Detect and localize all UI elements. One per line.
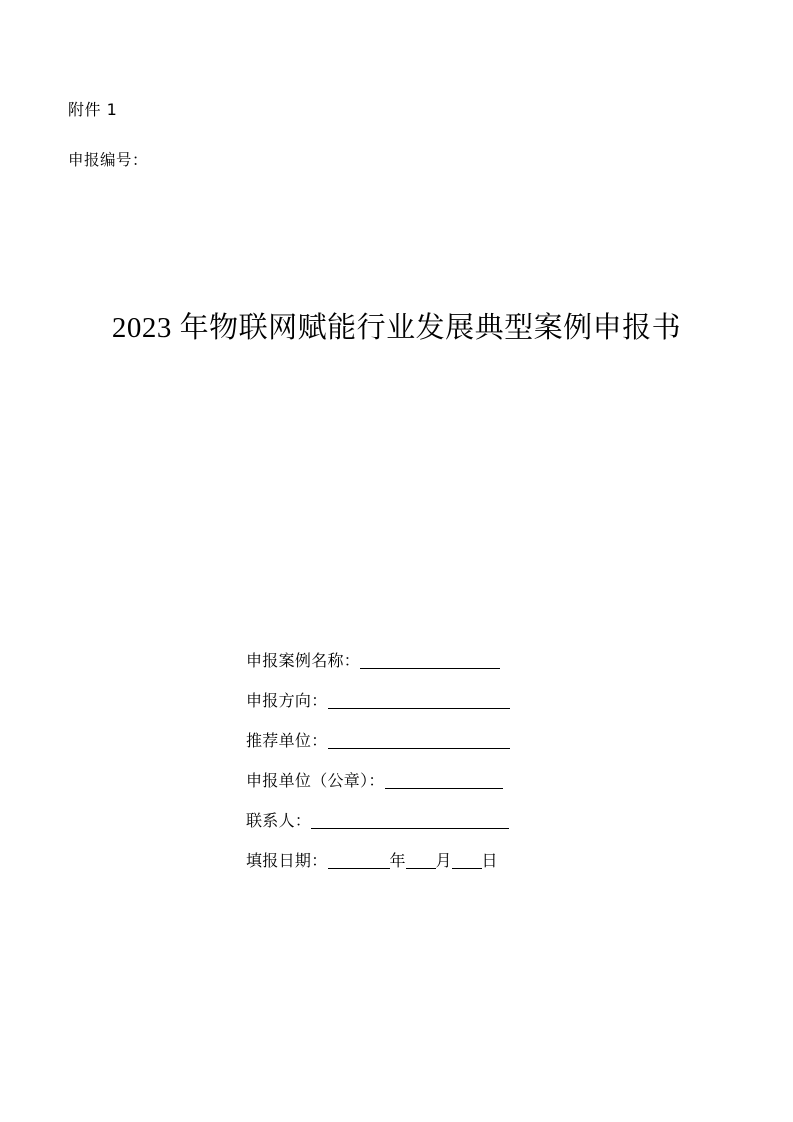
application-serial-label: 申报编号： — [68, 151, 149, 169]
field-recommending-unit-input[interactable] — [328, 732, 510, 749]
document-header — [68, 98, 148, 172]
field-recommending-unit — [246, 730, 666, 752]
field-direction — [246, 690, 666, 712]
field-fill-date-month-unit: 月 — [435, 851, 452, 870]
field-applicant-unit-label: 申报单位（公章）： — [246, 771, 385, 790]
field-direction-input[interactable] — [328, 692, 510, 709]
field-fill-date-day-unit: 日 — [481, 851, 498, 870]
form-fields — [246, 650, 666, 872]
field-fill-date-year-unit: 年 — [389, 851, 406, 870]
page-title: 2023 年物联网赋能行业发展典型案例申报书 — [111, 312, 682, 344]
field-fill-date-label: 填报日期： — [246, 851, 328, 870]
field-contact-person — [246, 810, 666, 832]
field-case-name-label: 申报案例名称： — [246, 651, 361, 670]
field-direction-label: 申报方向： — [246, 691, 328, 710]
attachment-label: 附件 1 — [68, 100, 118, 119]
field-fill-date-year-input[interactable] — [328, 852, 390, 869]
field-case-name — [246, 650, 666, 672]
field-case-name-input[interactable] — [360, 652, 500, 669]
field-fill-date-day-input[interactable] — [452, 852, 482, 869]
field-contact-person-label: 联系人： — [246, 811, 312, 830]
field-contact-person-input[interactable] — [311, 812, 509, 829]
field-applicant-unit — [246, 770, 666, 792]
field-fill-date-month-input[interactable] — [406, 852, 436, 869]
field-recommending-unit-label: 推荐单位： — [246, 731, 328, 750]
field-applicant-unit-input[interactable] — [385, 772, 503, 789]
field-fill-date — [246, 850, 666, 872]
